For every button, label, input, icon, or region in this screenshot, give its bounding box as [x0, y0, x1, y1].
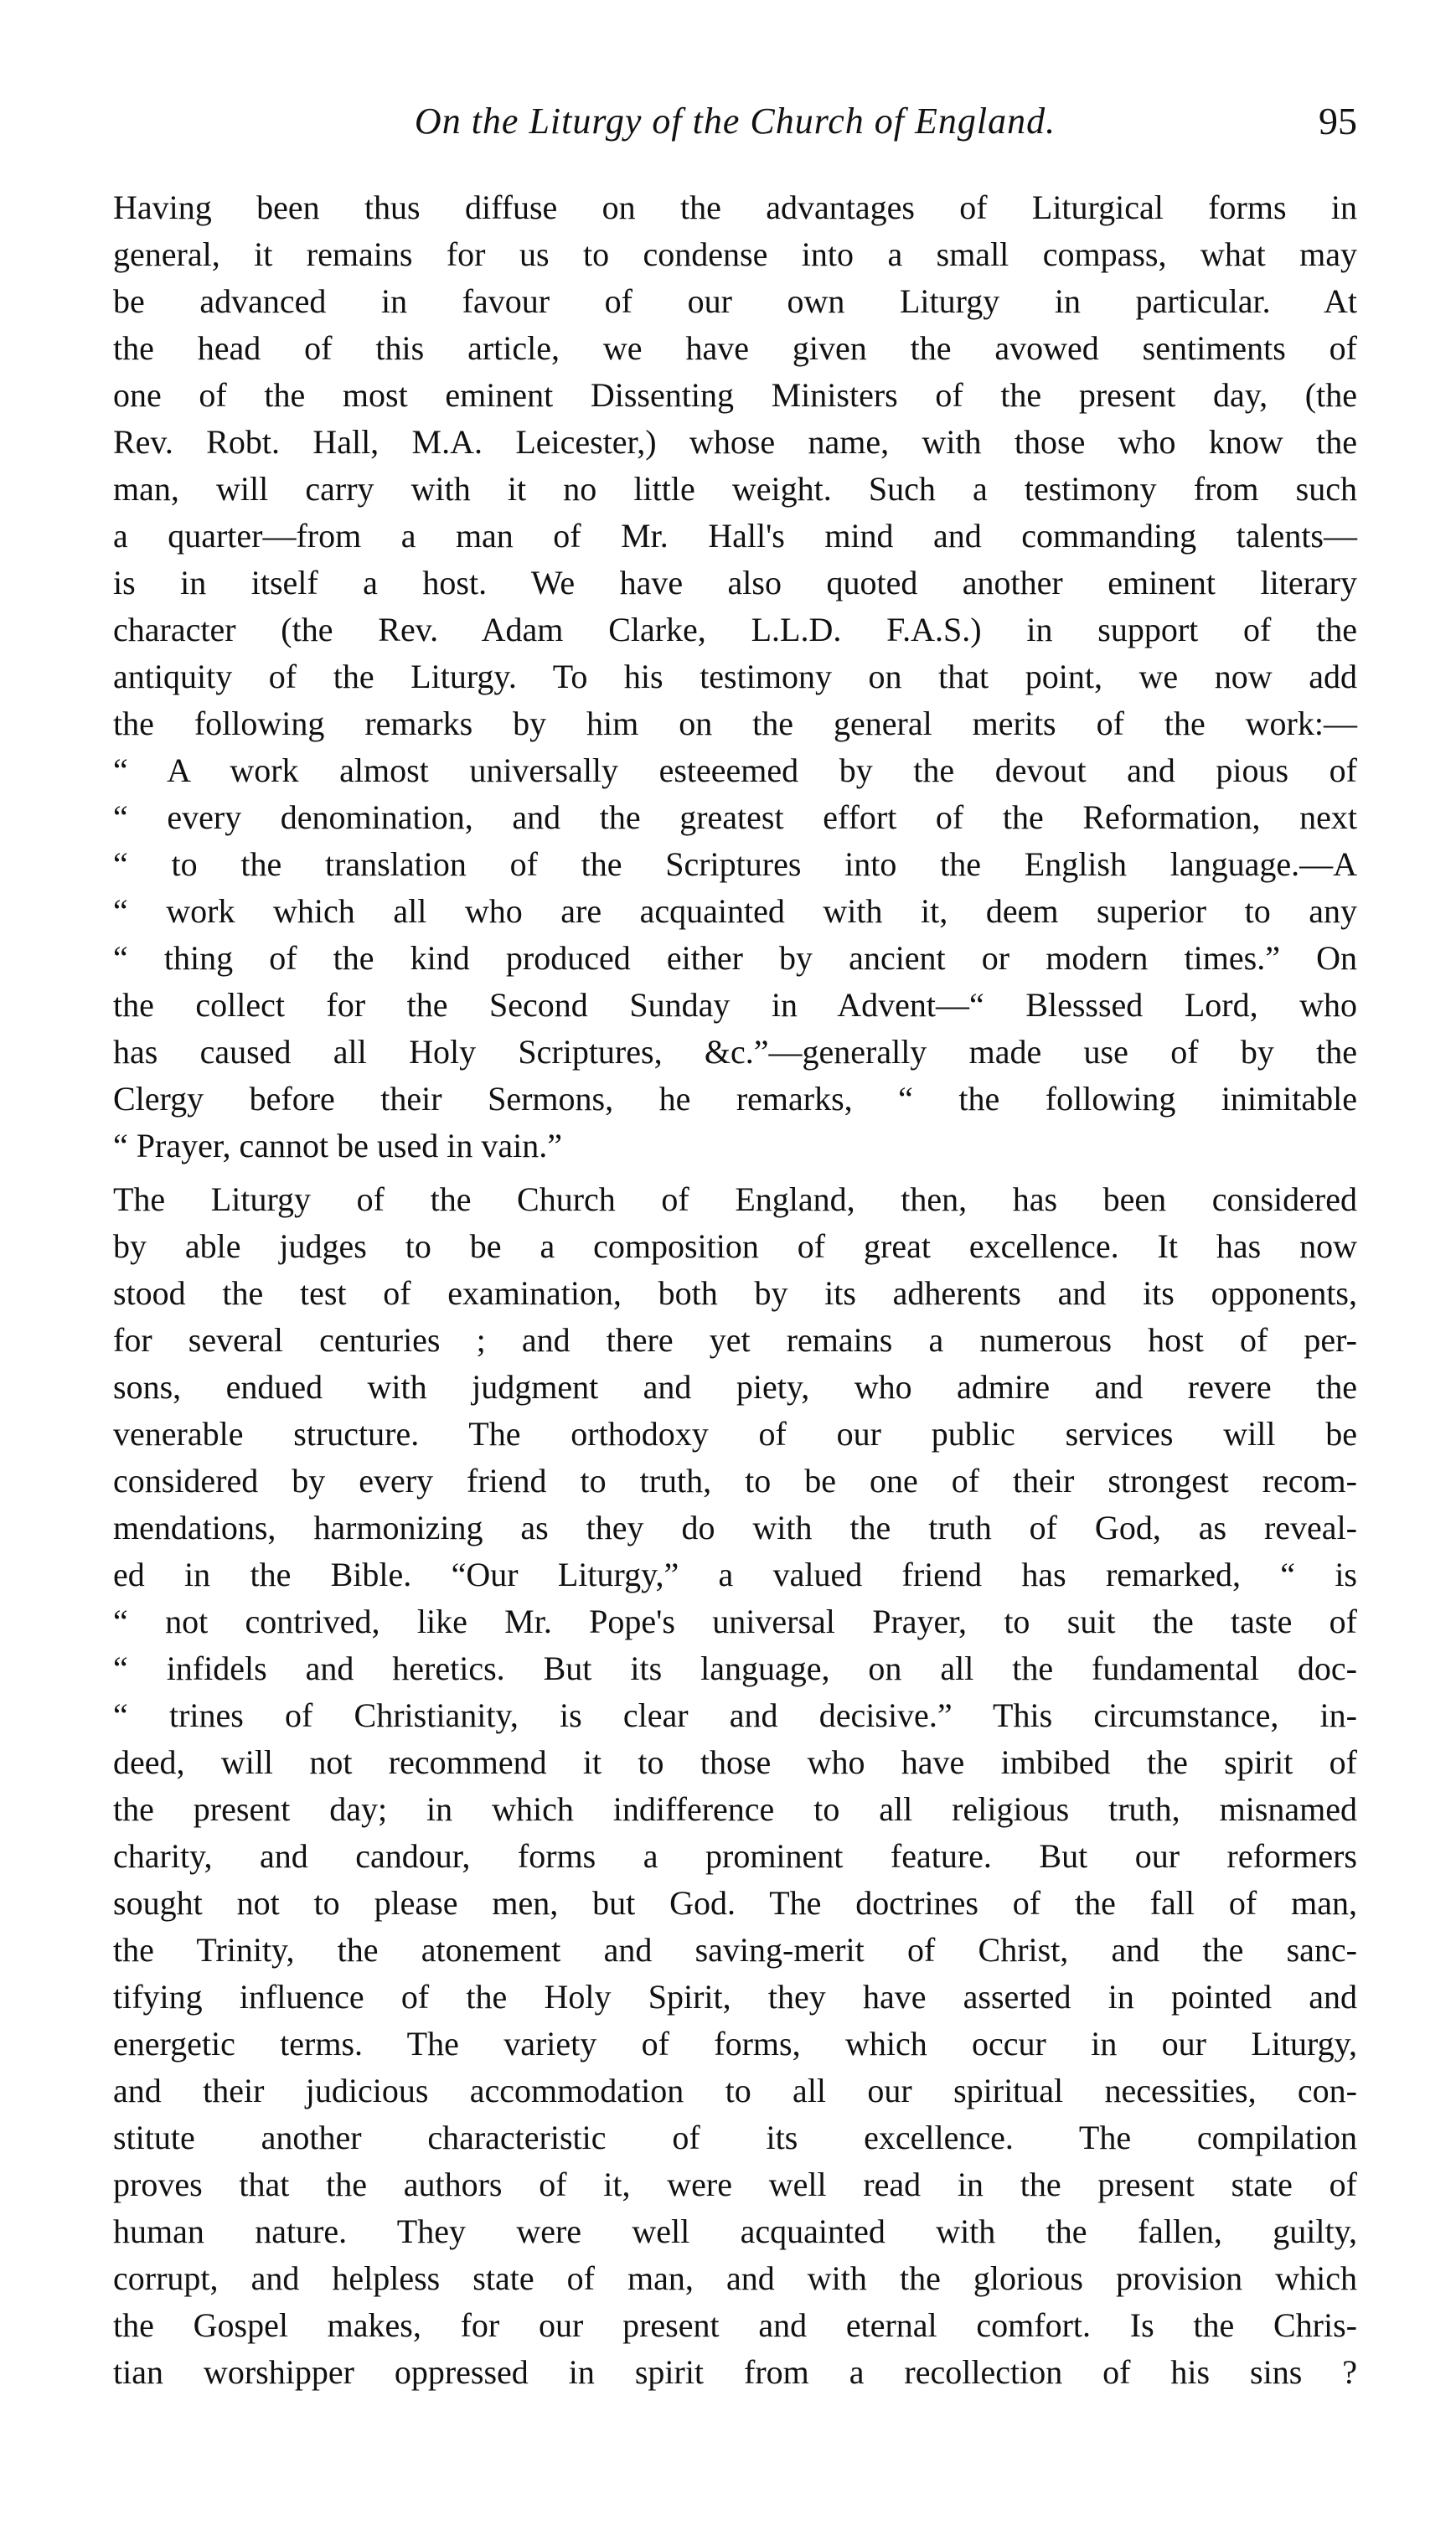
text-line: character (the Rev. Adam Clarke, L.L.D. F.A.S.) in support of the — [113, 611, 1357, 648]
text-line: the collect for the Second Sunday in Advent—“ Blesssed Lord, who — [113, 986, 1357, 1024]
text-line: the following remarks by him on the general merits of the work:— — [113, 705, 1357, 742]
text-line: sons, endued with judgment and piety, who admire and revere the — [113, 1368, 1357, 1406]
text-line: by able judges to be a composition of great excellence. It has now — [113, 1227, 1357, 1265]
text-line: “ not contrived, like Mr. Pope's universal Prayer, to suit the taste of — [113, 1603, 1357, 1640]
text-line: charity, and candour, forms a prominent feature. But our reformers — [113, 1837, 1357, 1875]
text-line: Rev. Robt. Hall, M.A. Leicester,) whose name, with those who know the — [113, 423, 1357, 461]
page-body — [113, 184, 1357, 2396]
text-line: “ trines of Christianity, is clear and decisive.” This circumstance, in- — [113, 1696, 1357, 1734]
page-header — [113, 96, 1357, 155]
text-line: proves that the authors of it, were well read in the present state of — [113, 2166, 1357, 2203]
text-line: stitute another characteristic of its excellence. The compilation — [113, 2119, 1357, 2156]
text-line: considered by every friend to truth, to be one of their strongest recom- — [113, 1462, 1357, 1500]
paragraph — [113, 184, 1357, 1169]
text-line: ed in the Bible. “Our Liturgy,” a valued friend has remarked, “ is — [113, 1556, 1357, 1593]
text-line: and their judicious accommodation to all our spiritual necessities, con- — [113, 2072, 1357, 2109]
text-line: one of the most eminent Dissenting Ministers of the present day, (the — [113, 376, 1357, 414]
text-line: human nature. They were well acquainted with the fallen, guilty, — [113, 2212, 1357, 2250]
text-line: for several centuries ; and there yet remains a numerous host of per- — [113, 1321, 1357, 1359]
text-line: “ every denomination, and the greatest effort of the Reformation, next — [113, 798, 1357, 836]
text-line: the present day; in which indifference to all religious truth, misnamed — [113, 1790, 1357, 1828]
text-line: The Liturgy of the Church of England, then, has been considered — [113, 1180, 1357, 1218]
text-line: deed, will not recommend it to those who have imbibed the spirit of — [113, 1743, 1357, 1781]
text-line: be advanced in favour of our own Liturgy in particular. At — [113, 282, 1357, 320]
text-line: “ to the translation of the Scriptures into the English language.—A — [113, 845, 1357, 883]
text-line: general, it remains for us to condense into a small compass, what may — [113, 235, 1357, 273]
text-line: Having been thus diffuse on the advantages of Liturgical forms in — [113, 188, 1357, 226]
text-line: the head of this article, we have given the avowed sentiments of — [113, 329, 1357, 367]
text-line: the Trinity, the atonement and saving-merit of Christ, and the sanc- — [113, 1931, 1357, 1969]
text-line: antiquity of the Liturgy. To his testimony on that point, we now add — [113, 658, 1357, 695]
text-line: “ infidels and heretics. But its language, on all the fundamental doc- — [113, 1650, 1357, 1687]
text-line: Clergy before their Sermons, he remarks, “ the following inimitable — [113, 1080, 1357, 1118]
text-line: “ Prayer, cannot be used in vain.” — [113, 1127, 562, 1164]
text-line: venerable structure. The orthodoxy of our public services will be — [113, 1415, 1357, 1453]
text-line: corrupt, and helpless state of man, and with the glorious provision which — [113, 2259, 1357, 2297]
text-line: energetic terms. The variety of forms, which occur in our Liturgy, — [113, 2025, 1357, 2063]
text-line: man, will carry with it no little weight. Such a testimony from such — [113, 470, 1357, 508]
text-line: “ thing of the kind produced either by ancient or modern times.” On — [113, 939, 1357, 977]
text-line: tifying influence of the Holy Spirit, they have asserted in pointed and — [113, 1978, 1357, 2016]
text-line: “ work which all who are acquainted with it, deem superior to any — [113, 892, 1357, 930]
text-line: mendations, harmonizing as they do with the truth of God, as reveal- — [113, 1509, 1357, 1546]
text-line: stood the test of examination, both by its adherents and its opponents, — [113, 1274, 1357, 1312]
paragraph — [113, 1176, 1357, 2396]
text-line: the Gospel makes, for our present and eternal comfort. Is the Chris- — [113, 2306, 1357, 2344]
text-line: has caused all Holy Scriptures, &c.”—generally made use of by the — [113, 1033, 1357, 1071]
text-line: tian worshipper oppressed in spirit from a recollection of his sins ? — [113, 2353, 1357, 2391]
paragraph-gap — [113, 1169, 1357, 1176]
page-number: 95 — [1319, 100, 1357, 142]
running-title: On the Liturgy of the Church of England. — [414, 101, 1056, 142]
text-line: is in itself a host. We have also quoted another eminent literary — [113, 564, 1357, 601]
text-line: sought not to please men, but God. The doctrines of the fall of man, — [113, 1884, 1357, 1922]
text-line: a quarter—from a man of Mr. Hall's mind and commanding talents— — [113, 517, 1357, 555]
text-line: “ A work almost universally esteeemed by the devout and pious of — [113, 751, 1357, 789]
